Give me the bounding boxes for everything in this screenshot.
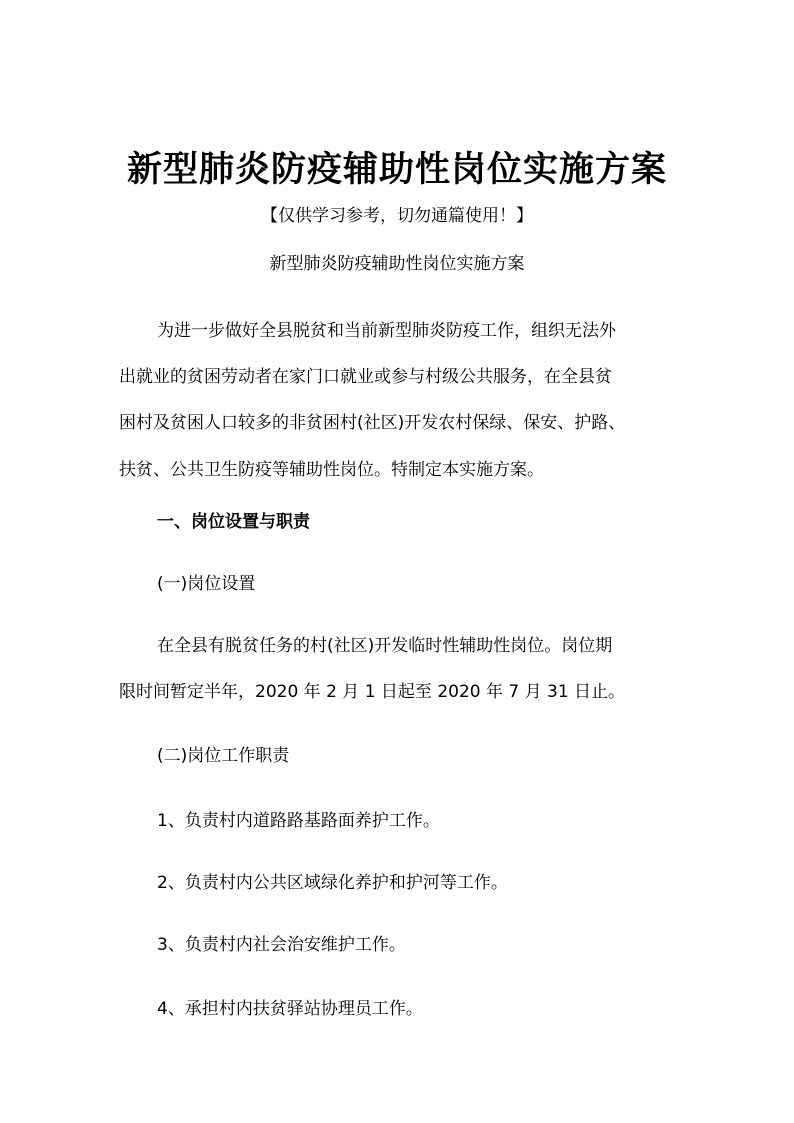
usage-notice: 【仅供学习参考，切勿通篇使用！】 [261, 206, 533, 226]
subsection-heading-2: (二)岗位工作职责 [157, 746, 290, 766]
intro-line-1: 为进一步做好全县脱贫和当前新型肺炎防疫工作，组织无法外 [157, 321, 616, 341]
subsection-heading-1: (一)岗位设置 [157, 574, 256, 594]
duty-item-3: 3、负责村内社会治安维护工作。 [157, 935, 406, 955]
document-title: 新型肺炎防疫辅助性岗位实施方案 [126, 150, 667, 190]
position-line-1: 在全县有脱贫任务的村(社区)开发临时性辅助性岗位。岗位期 [157, 636, 613, 656]
section-heading-1: 一、岗位设置与职责 [157, 512, 310, 532]
duty-item-1: 1、负责村内道路路基路面养护工作。 [157, 811, 440, 831]
position-line-2: 限时间暂定半年，2020 年 2 月 1 日起至 2020 年 7 月 31 日止。 [119, 682, 626, 702]
intro-line-4: 扶贫、公共卫生防疫等辅助性岗位。特制定本实施方案。 [119, 460, 544, 480]
duty-item-4: 4、承担村内扶贫驿站协理员工作。 [157, 999, 423, 1019]
duty-item-2: 2、负责村内公共区域绿化养护和护河等工作。 [157, 873, 508, 893]
intro-line-2: 出就业的贫困劳动者在家门口就业或参与村级公共服务，在全县贫 [119, 367, 612, 387]
intro-line-3: 困村及贫困人口较多的非贫困村(社区)开发农村保绿、保安、护路、 [119, 413, 626, 433]
document-subtitle: 新型肺炎防疫辅助性岗位实施方案 [269, 254, 525, 274]
